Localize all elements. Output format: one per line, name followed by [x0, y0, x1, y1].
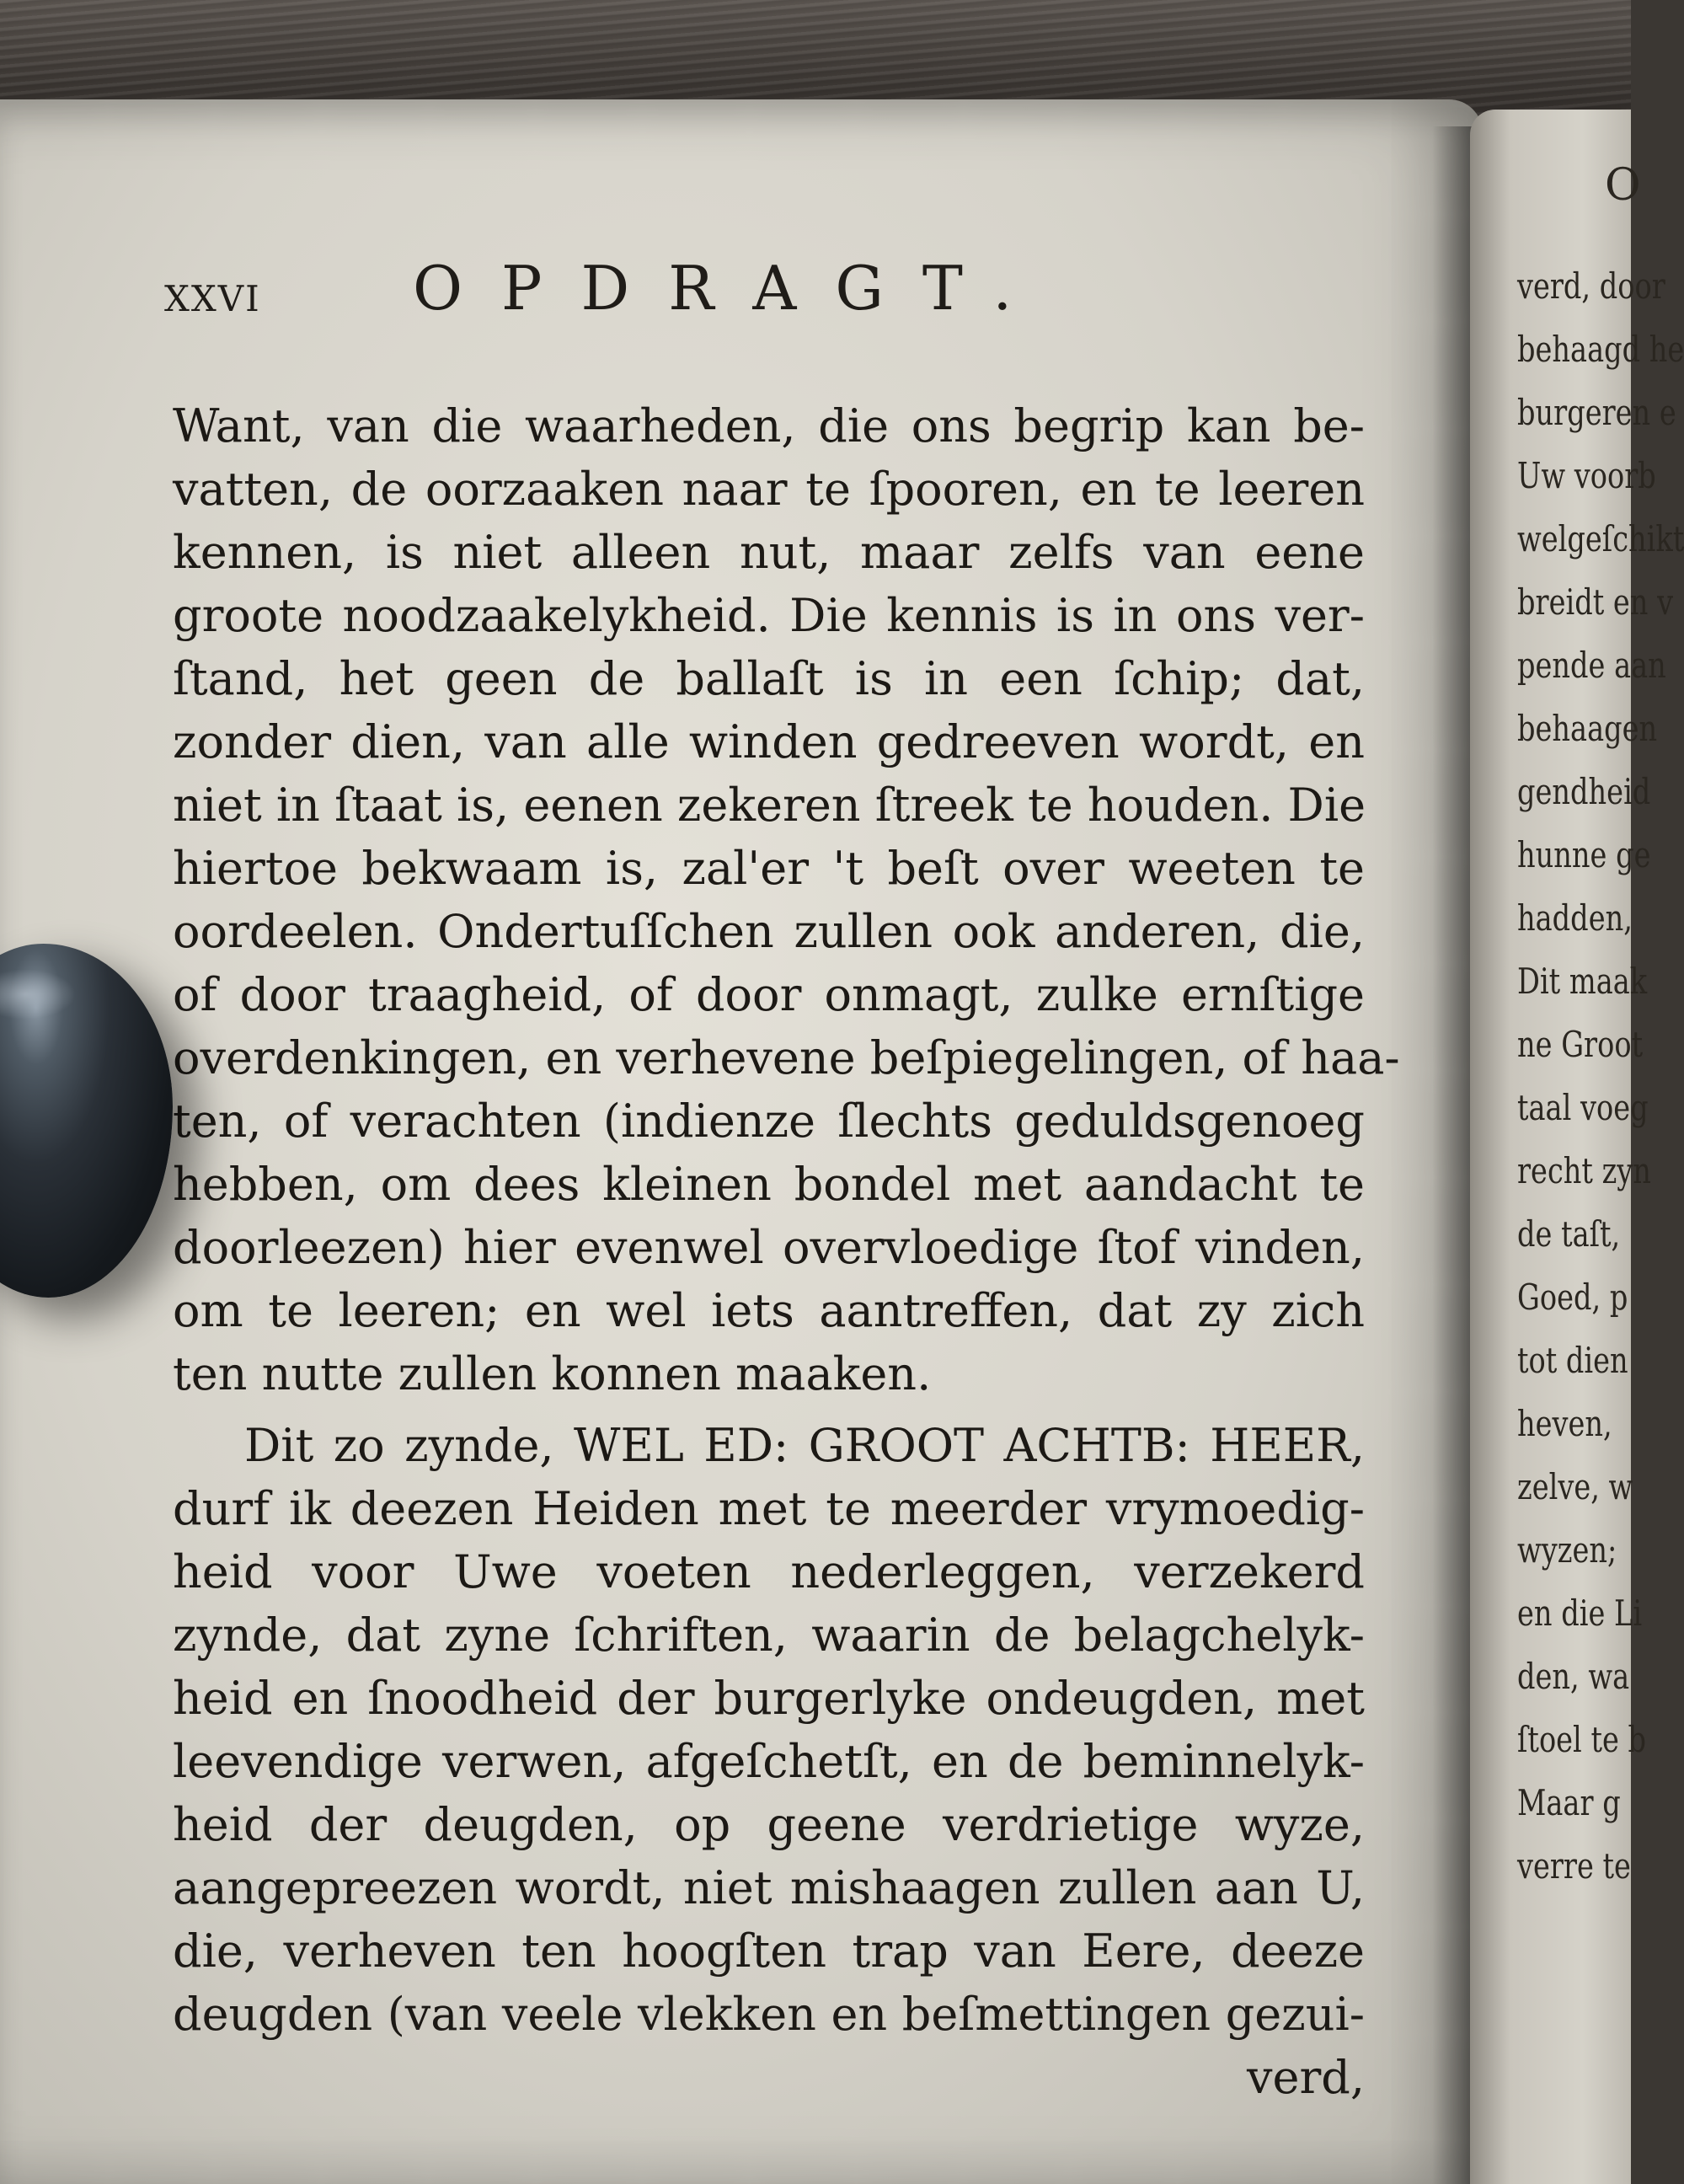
right-text-fragment: taal voeg — [1517, 1087, 1649, 1128]
text-line: heid voor Uwe voeten nederleggen, verzekerd — [173, 1545, 1365, 1598]
right-text-fragment: burgeren e — [1517, 392, 1676, 433]
text-line: heid en ſnoodheid der burgerlyke ondeugden, met — [173, 1672, 1365, 1725]
text-line: ten, of verachten (indienze ſlechts geduldsgenoeg — [173, 1095, 1365, 1148]
text-line: om te leeren; en wel iets aantreffen, dat zy zich — [173, 1284, 1365, 1337]
right-text-fragment: de taſt, — [1517, 1213, 1621, 1255]
right-text-fragment: ne Groot — [1517, 1024, 1644, 1065]
left-page-text — [0, 99, 1483, 2184]
right-text-fragment: Maar g — [1517, 1782, 1621, 1823]
text-line: hebben, om dees kleinen bondel met aandacht te — [173, 1158, 1365, 1211]
text-line: zonder dien, van alle winden gedreeven wordt, en — [173, 715, 1365, 768]
page-header — [164, 253, 1361, 329]
right-text-fragment: Dit maak — [1517, 961, 1648, 1002]
text-line: deugden (van veele vlekken en beſmettingen gezui- — [173, 1988, 1365, 2041]
text-line: Want, van die waarheden, die ons begrip kan be- — [173, 399, 1365, 452]
text-line: hiertoe bekwaam is, zal'er 't beſt over weeten te — [173, 842, 1365, 895]
right-text-fragment: tot dien — [1517, 1340, 1628, 1381]
text-line: vatten, de oorzaaken naar te ſpooren, en te leeren — [173, 463, 1365, 516]
right-text-fragment: Goed, p — [1517, 1277, 1628, 1318]
text-line: zynde, dat zyne ſchriften, waarin de belagchelyk- — [173, 1609, 1365, 1662]
text-line: durf ik deezen Heiden met te meerder vrymoedig- — [173, 1482, 1365, 1535]
right-text-fragment: breidt en v — [1517, 581, 1674, 623]
text-line: niet in ſtaat is, eenen zekeren ſtreek te houden. Die — [173, 779, 1366, 832]
text-line: leevendige verwen, afgeſchetſt, en de beminnelyk- — [173, 1735, 1365, 1788]
right-text-fragment: hadden, — [1517, 897, 1633, 939]
text-line: ſtand, het geen de ballaſt is in een ſchip; dat, — [173, 652, 1365, 705]
text-line: Dit zo zynde, WEL ED: GROOT ACHTB: HEER, — [244, 1419, 1365, 1472]
right-text-fragment: gendheid — [1517, 771, 1651, 812]
right-running-fragment: O — [1605, 160, 1641, 211]
right-text-fragment: en die Li — [1517, 1592, 1643, 1634]
right-text-fragment: heven, — [1517, 1403, 1612, 1444]
right-text-fragment: wyzen; — [1517, 1529, 1617, 1571]
text-line: of door traagheid, of door onmagt, zulke ernſtige — [173, 968, 1365, 1021]
running-title: OPDRAGT. — [413, 253, 1051, 324]
stone-highlight — [0, 969, 76, 1020]
right-page — [1470, 110, 1684, 2184]
text-line: groote noodzaakelykheid. Die kennis is in ons ver- — [173, 589, 1365, 642]
text-line: kennen, is niet alleen nut, maar zelfs van eene — [173, 526, 1365, 579]
text-line: heid der deugden, op geene verdrietige wyze, — [173, 1798, 1365, 1851]
right-text-fragment: pende aan — [1517, 645, 1666, 686]
right-text-fragment: welgeſchikt — [1517, 518, 1684, 559]
right-text-fragment: Uw voorb — [1517, 455, 1656, 496]
page-folio: XXVI — [164, 278, 261, 319]
right-text-fragment: hunne ge — [1517, 834, 1651, 875]
text-line: doorleezen) hier evenwel overvloedige ſtof vinden, — [173, 1221, 1365, 1274]
right-text-fragment: recht zyn — [1517, 1150, 1651, 1191]
right-text-fragment: behaagd he — [1517, 329, 1684, 370]
right-text-fragment: den, wa — [1517, 1656, 1630, 1697]
text-line: aangepreezen wordt, niet mishaagen zullen aan U, — [173, 1861, 1365, 1914]
text-line: ten nutte zullen konnen maaken. — [173, 1347, 932, 1400]
text-line: die, verheven ten hoogſten trap van Eere, deeze — [173, 1924, 1365, 1978]
text-line: overdenkingen, en verhevene beſpiegelingen, of haa- — [173, 1031, 1400, 1084]
right-text-fragment: ſtoel te b — [1517, 1719, 1647, 1760]
right-text-fragment: verre te — [1517, 1845, 1631, 1887]
catchword: verd, — [1246, 2051, 1365, 2104]
right-text-fragment: behaagen — [1517, 708, 1658, 749]
right-text-fragment: verd, door — [1517, 265, 1665, 307]
left-page — [0, 99, 1483, 2184]
text-line: oordeelen. Ondertuſſchen zullen ook anderen, die, — [173, 905, 1365, 958]
right-text-fragment: zelve, w — [1517, 1466, 1633, 1507]
